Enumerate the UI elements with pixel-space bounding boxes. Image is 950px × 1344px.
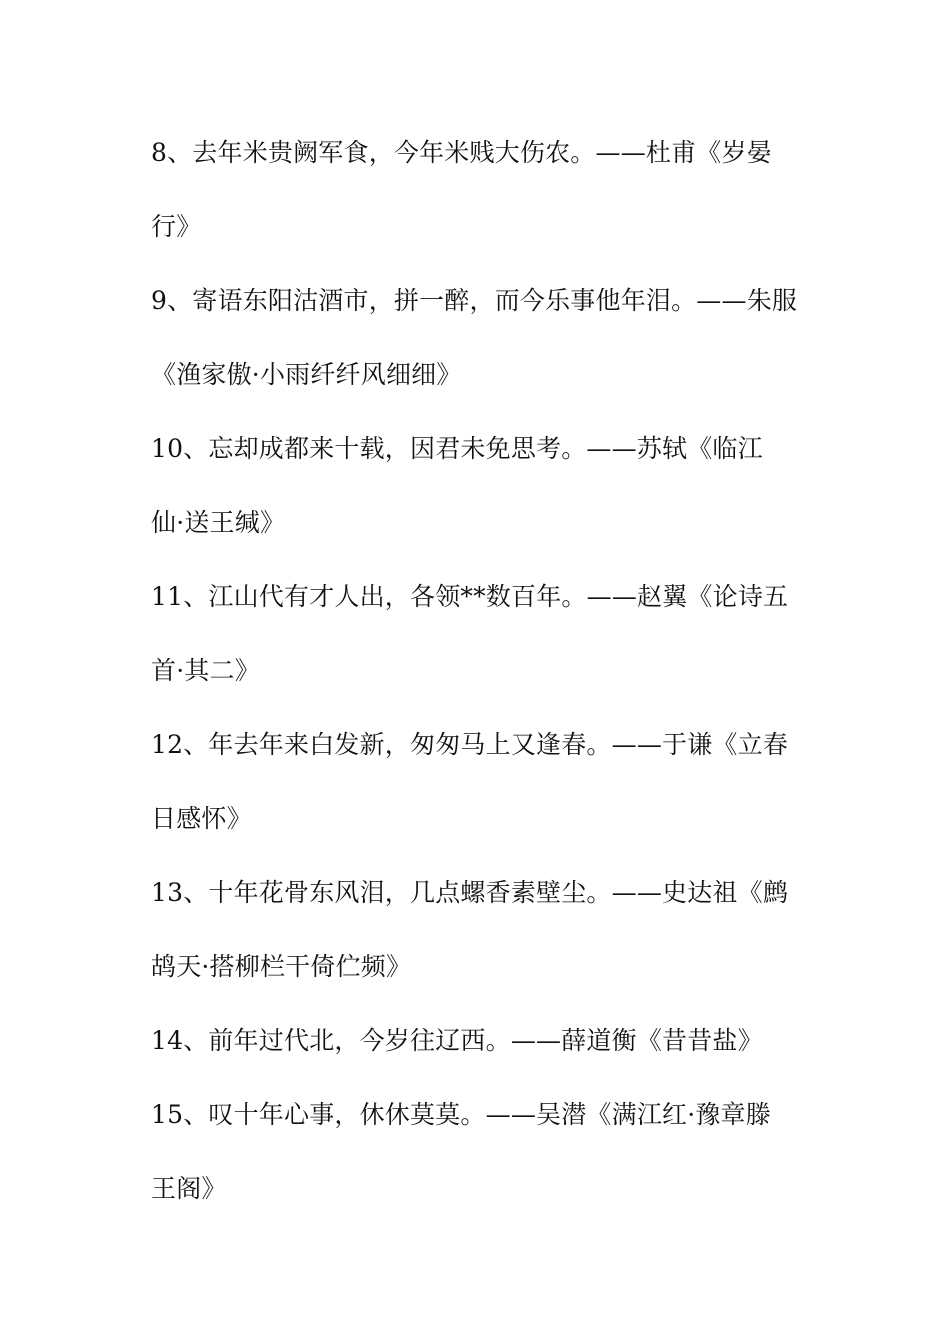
quote-15-line-2: 王阁》 xyxy=(151,1174,227,1203)
quote-10-line-2: 仙·送王缄》 xyxy=(151,508,286,537)
quote-12-line-2: 日感怀》 xyxy=(151,804,252,833)
poem-quote-list xyxy=(151,128,811,1238)
quote-9-line-1: 9、寄语东阳沽酒市，拼一醉，而今乐事他年泪。——朱服 xyxy=(151,286,798,315)
quote-11-line-1: 11、江山代有才人出，各领**数百年。——赵翼《论诗五 xyxy=(151,582,789,611)
quote-9-line-2: 《渔家傲·小雨纤纤风细细》 xyxy=(151,360,462,389)
quote-11-line-2: 首·其二》 xyxy=(151,656,260,685)
quote-14-line-1: 14、前年过代北，今岁往辽西。——薛道衡《昔昔盐》 xyxy=(151,1026,763,1055)
quote-13-line-2: 鸪天·搭柳栏干倚伫频》 xyxy=(151,952,412,981)
quote-8-line-2: 行》 xyxy=(151,212,202,241)
quote-8-line-1: 8、去年米贵阙军食，今年米贱大伤农。——杜甫《岁晏 xyxy=(151,138,772,167)
quote-12-line-1: 12、年去年来白发新，匆匆马上又逢春。——于谦《立春 xyxy=(151,730,789,759)
quote-10-line-1: 10、忘却成都来十载，因君未免思考。——苏轼《临江 xyxy=(151,434,763,463)
quote-13-line-1: 13、十年花骨东风泪，几点螺香素壁尘。——史达祖《鹧 xyxy=(151,878,789,907)
quote-15-line-1: 15、叹十年心事，休休莫莫。——吴潜《满江红·豫章滕 xyxy=(151,1100,771,1129)
